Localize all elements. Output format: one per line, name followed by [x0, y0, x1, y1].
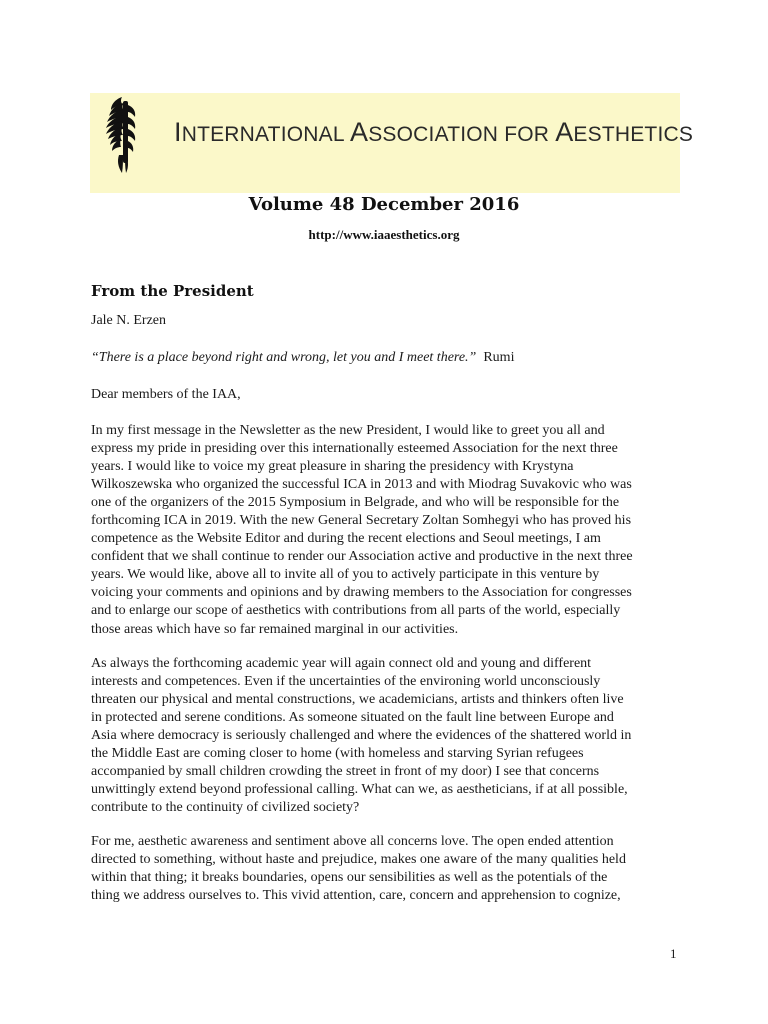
- text-line: threaten our physical and mental constructions, we academicians, artists and thinkers often live: [91, 692, 624, 708]
- text-line: In my first message in the Newsletter as the new President, I would like to greet you all and: [91, 423, 605, 438]
- text-line: the Middle East are coming closer to home (with homeless and starving Syrian refugees: [91, 746, 584, 762]
- text-line: competence as the Website Editor and during the recent elections and Seoul meetings, I am: [91, 531, 601, 547]
- paragraph-2: [91, 655, 691, 817]
- text-line: directed to something, without haste and prejudice, makes one aware of the many qualities held: [91, 852, 626, 868]
- text-line: contribute to the continuity of civilized society?: [91, 800, 360, 816]
- salutation: Dear members of the IAA,: [91, 387, 241, 402]
- paragraph-3: [91, 833, 691, 905]
- epigraph-quote: “There is a place beyond right and wrong, let you and I meet there.”: [91, 350, 477, 365]
- text-line: unwittingly extend beyond professional calling. What can we, as aestheticians, if at all possible,: [91, 782, 628, 798]
- text-line: As always the forthcoming academic year will again connect old and young and different: [91, 656, 592, 671]
- association-title: INTERNATIONAL ASSOCIATION FOR AESTHETICS: [174, 117, 694, 147]
- author-name: Jale N. Erzen: [91, 313, 167, 328]
- epigraph-source: Rumi: [483, 350, 515, 365]
- text-line: within that thing; it breaks boundaries, opens our sensibilities as well as the potentials of the: [91, 870, 608, 886]
- text-line: those areas which have so far remained marginal in our activities.: [91, 621, 459, 637]
- text-line: in protected and serene conditions. As someone situated on the fault line between Europe and: [91, 710, 614, 726]
- text-line: thing we address ourselves to. This vivid attention, care, concern and apprehension to cognize,: [91, 888, 621, 904]
- text-line: confident that we shall continue to render our Association active and productive in the next three: [91, 549, 633, 565]
- iaa-logo-icon: [102, 95, 138, 175]
- page-number: 1: [670, 946, 677, 961]
- text-line: years. I would like to voice my great pleasure in sharing the presidency with Krystyna: [91, 459, 574, 475]
- paragraph-1: [91, 422, 691, 639]
- text-line: one of the organizers of the 2015 Symposium in Belgrade, and who will be responsible for the: [91, 495, 620, 511]
- epigraph: [91, 350, 514, 366]
- text-line: years. We would like, above all to invite all of you to actively participate in this venture by: [91, 567, 600, 583]
- text-line: forthcoming ICA in 2019. With the new General Secretary Zoltan Somhegyi who has proved his: [91, 513, 632, 529]
- text-line: voicing your comments and opinions and by drawing members to the Association for congresses: [91, 585, 632, 601]
- volume-heading: Volume 48 December 2016: [248, 194, 520, 215]
- text-line: and to enlarge our scope of aesthetics with contributions from all parts of the world, especially: [91, 603, 621, 619]
- section-heading: From the President: [91, 282, 254, 300]
- text-line: Wilkoszewska who organized the successful ICA in 2013 and with Miodrag Suvakovic who was: [91, 477, 632, 493]
- website-link[interactable]: http://www.iaaesthetics.org: [308, 227, 460, 242]
- text-line: accompanied by small children crowding the street in front of my door) I see that concerns: [91, 764, 600, 780]
- text-line: For me, aesthetic awareness and sentiment above all concerns love. The open ended attention: [91, 834, 614, 849]
- text-line: interests and competences. Even if the uncertainties of the environing world unconsciously: [91, 674, 601, 690]
- text-line: Asia where democracy is seriously challenged and where the evidences of the shattered world in: [91, 728, 632, 744]
- header-banner: [90, 93, 694, 193]
- text-line: express my pride in presiding over this internationally esteemed Association for the next three: [91, 441, 618, 457]
